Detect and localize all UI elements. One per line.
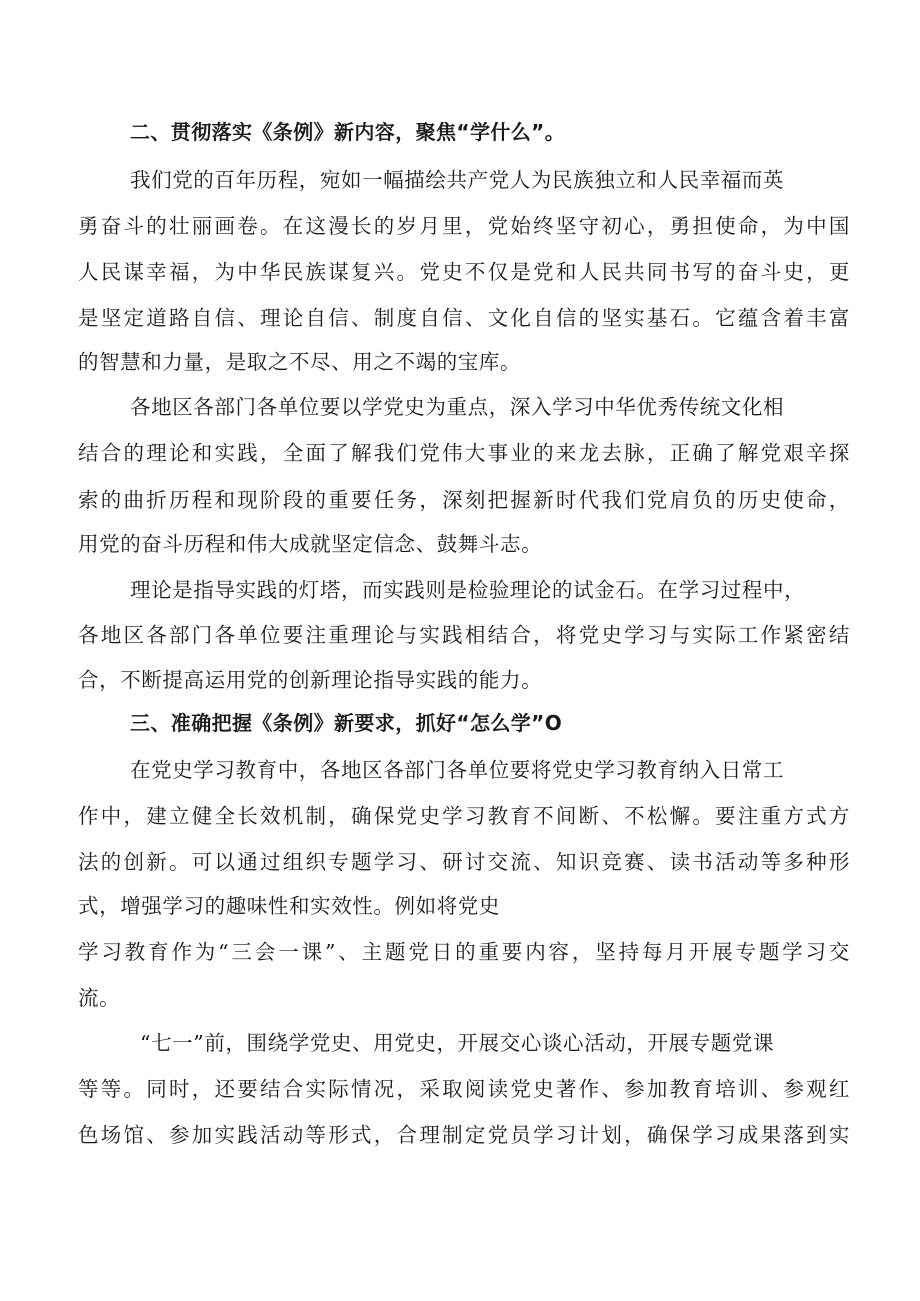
section-heading-2: 二、贯彻落实《条例》新内容，聚焦“学什么”。 [130, 120, 566, 144]
paragraph-line: 理论是指导实践的灯塔，而实践则是检验理论的试金石。在学习过程中， [130, 578, 806, 602]
paragraph-line: 色场馆、参加实践活动等形式，合理制定党员学习计划，确保学习成果落到实 [78, 1123, 850, 1147]
paragraph-line: 各地区各部门各单位要以学党史为重点，深入学习中华优秀传统文化相 [130, 395, 785, 419]
paragraph-line: 是坚定道路自信、理论自信、制度自信、文化自信的坚实基石。它蕴含着丰富 [78, 306, 850, 330]
paragraph-line: 式，增强学习的趣味性和实效性。例如将党史 [78, 894, 500, 918]
paragraph-line: 用党的奋斗历程和伟大成就坚定信念、鼓舞斗志。 [78, 532, 543, 556]
paragraph-line: 的智慧和力量，是取之不尽、用之不竭的宝库。 [78, 350, 522, 374]
paragraph-line: 作中，建立健全长效机制，确保党史学习教育不间断、不松懈。要注重方式方 [78, 804, 850, 828]
paragraph-line: 学习教育作为“三会一课”、主题党日的重要内容，坚持每月开展专题学习交 [78, 940, 850, 964]
paragraph-line: 我们党的百年历程，宛如一幅描绘共产党人为民族独立和人民幸福而英 [130, 168, 785, 192]
paragraph-line: 人民谋幸福，为中华民族谋复兴。党史不仅是党和人民共同书写的奋斗史，更 [78, 260, 850, 284]
paragraph-line: 各地区各部门各单位要注重理论与实践相结合，将党史学习与实际工作紧密结 [78, 623, 850, 647]
paragraph-line: “七一”前，围绕学党史、用党史，开展交心谈心活动，开展专题党课 [140, 1031, 775, 1055]
paragraph-line: 索的曲折历程和现阶段的重要任务，深刻把握新时代我们党肩负的历史使命， [78, 488, 850, 512]
paragraph-line: 勇奋斗的壮丽画卷。在这漫长的岁月里，党始终坚守初心，勇担使命，为中国 [78, 214, 850, 238]
paragraph-line: 结合的理论和实践，全面了解我们党伟大事业的来龙去脉，正确了解党艰辛探 [78, 441, 850, 465]
paragraph-line: 等等。同时，还要结合实际情况，采取阅读党史著作、参加教育培训、参观红 [78, 1077, 850, 1101]
paragraph-line: 法的创新。可以通过组织专题学习、研讨交流、知识竞赛、读书活动等多种形 [78, 850, 850, 874]
paragraph-line: 在党史学习教育中，各地区各部门各单位要将党史学习教育纳入日常工 [130, 758, 785, 782]
paragraph-line: 流。 [78, 986, 121, 1010]
section-heading-3: 三、准确把握《条例》新要求，抓好“怎么学”O [130, 711, 563, 735]
paragraph-line: 合，不断提高运用党的创新理论指导实践的能力。 [78, 668, 543, 692]
